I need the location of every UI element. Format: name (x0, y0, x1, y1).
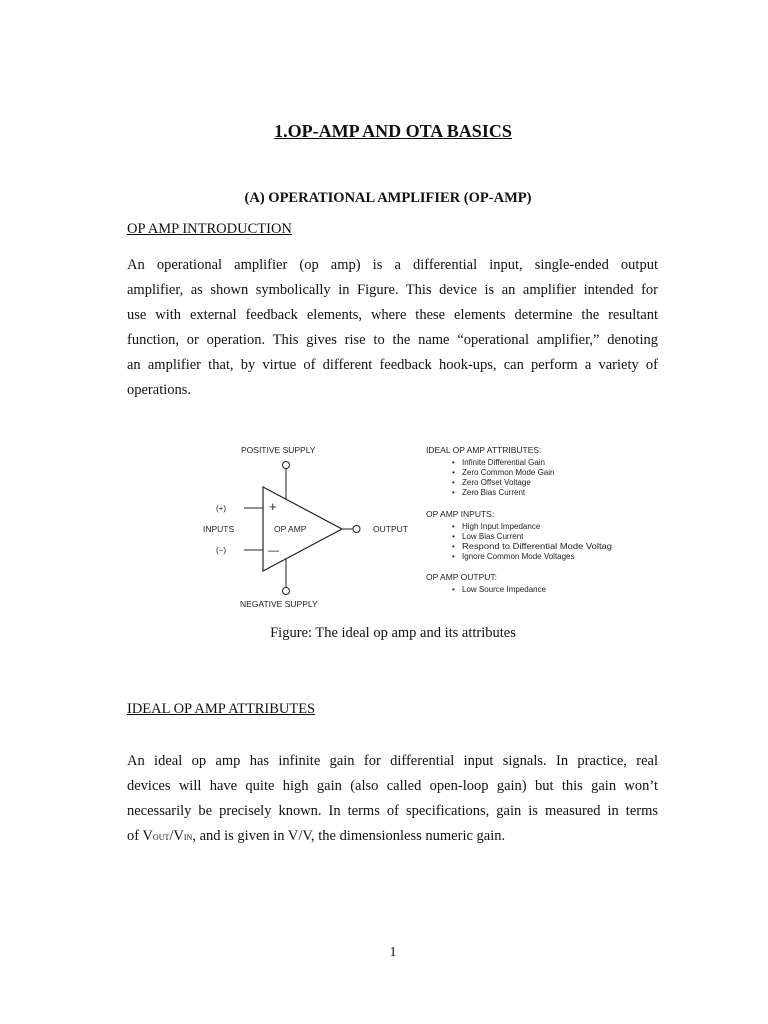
attribute-item: Zero Common Mode Gain (462, 468, 555, 477)
attributes-paragraph (127, 749, 658, 850)
plus-input-label: (+) (216, 504, 226, 513)
attribute-item: Ignore Common Mode Voltages (462, 552, 575, 561)
vin-subscript: IN (183, 833, 193, 842)
bullet-icon: • (452, 585, 455, 594)
paragraph-line: function, or operation. This gives rise to the name “operational amplifier,” denoting (127, 332, 658, 348)
intro-paragraph (127, 253, 658, 403)
bullet-icon: • (452, 458, 455, 467)
inputs-label: INPUTS (203, 524, 235, 534)
attribute-item: Zero Bias Current (462, 488, 526, 497)
plus-sign: + (269, 499, 277, 514)
paragraph-line: An operational amplifier (op amp) is a differential input, single-ended output (127, 257, 658, 273)
paragraph-line: devices will have quite high gain (also called open-loop gain) but this gain won’t (127, 778, 658, 794)
op-amp-label: OP AMP (274, 524, 307, 534)
bullet-icon: • (452, 468, 455, 477)
text-fragment: , and is given in V/V, the dimensionless numeric gain. (192, 828, 506, 844)
group-heading: OP AMP INPUTS: (426, 509, 495, 519)
negative-supply-label: NEGATIVE SUPPLY (240, 599, 318, 609)
positive-supply-terminal (283, 462, 290, 469)
attribute-item: Respond to Differential Mode Voltag (462, 542, 612, 551)
minus-input-label: (−) (216, 546, 226, 555)
bullet-icon: • (452, 488, 455, 497)
section-subtitle: (A) OPERATIONAL AMPLIFIER (OP-AMP) (244, 190, 532, 206)
attribute-item: Infinite Differential Gain (462, 458, 546, 467)
op-amp-figure (196, 438, 616, 614)
paragraph-line: use with external feedback elements, where these elements determine the resultant (127, 307, 658, 323)
page-number: 1 (389, 945, 397, 960)
group-heading: IDEAL OP AMP ATTRIBUTES: (426, 445, 542, 455)
paragraph-line: amplifier, as shown symbolically in Figure. This device is an amplifier intended for (127, 282, 658, 298)
bullet-icon: • (452, 478, 455, 487)
paragraph-line: an amplifier that, by virtue of different feedback hook-ups, can perform a variety of (127, 357, 658, 373)
bullet-icon: • (452, 532, 455, 541)
negative-supply-terminal (283, 588, 290, 595)
figure-caption: Figure: The ideal op amp and its attributes (270, 625, 516, 641)
bullet-icon: • (452, 542, 455, 551)
document-title: 1.OP-AMP AND OTA BASICS (274, 121, 512, 141)
group-heading: OP AMP OUTPUT: (426, 572, 498, 582)
text-fragment: /V (169, 828, 184, 844)
output-label: OUTPUT (373, 524, 408, 534)
op-amp-diagram (196, 438, 616, 614)
intro-heading: OP AMP INTRODUCTION (127, 221, 292, 237)
paragraph-line: operations. (127, 382, 192, 398)
positive-supply-label: POSITIVE SUPPLY (241, 445, 316, 455)
bullet-icon: • (452, 522, 455, 531)
ideal-attributes-heading: IDEAL OP AMP ATTRIBUTES (127, 701, 316, 717)
attribute-item: Zero Offset Voltage (462, 478, 531, 487)
bullet-icon: • (452, 552, 455, 561)
paragraph-line: An ideal op amp has infinite gain for differential input signals. In practice, real (127, 753, 658, 769)
inputs-attributes-group (426, 509, 612, 561)
attribute-item: High Input Impedance (462, 522, 541, 531)
paragraph-line: necessarily be precisely known. In terms of specifications, gain is measured in terms (127, 803, 658, 819)
minus-sign: — (268, 545, 279, 557)
output-terminal (353, 526, 360, 533)
vout-subscript: OUT (152, 833, 170, 842)
attribute-item: Low Bias Current (462, 532, 524, 541)
ideal-attributes-group (426, 445, 554, 497)
text-fragment: of V (127, 828, 153, 844)
output-attributes-group (426, 572, 547, 594)
paragraph-line (127, 824, 658, 850)
attribute-item: Low Source Impedance (462, 585, 547, 594)
